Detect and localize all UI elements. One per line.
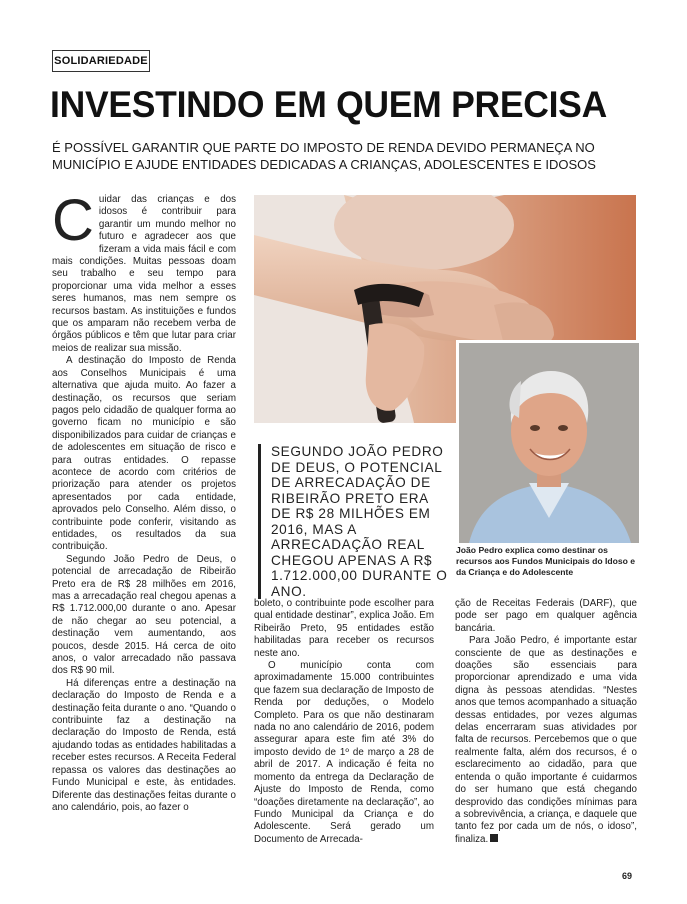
paragraph: ção de Receitas Federais (DARF), que pode ser pago em qualquer agência bancária. [455,598,637,634]
paragraph-text: uidar das crianças e dos idosos é contribuir para garantir um mundo melhor no futuro e agradecer aos que fizeram a vida mais fácil e com mais condições. Muitas pessoas doam seu trabalho e seu tempo para proporcionar uma vida melhor a esses seres humanos, mas nem sempre os recursos bastam. As instituições e fundos que os amparam não recebem verba de órgãos públicos e têm que lutar para criar meios de realizar sua missão. [52,194,236,354]
paragraph: O município conta com aproximadamente 15.000 contribuintes que fazem sua declaração de Imposto de Renda por deduções, o Modelo Completo. Para os que não destinaram nada no ano calendário de 2016, podem assegurar apara este fim até 3% do imposto devido de 1º de março a 28 de abril de 2017. A indicação é feita no momento da entrega da Declaração de Ajuste do Imposto de Renda, como “doações diretamente na declaração”, ao Fundo Municipal da Criança e do Adolescente. Será gerado um Documento de Arrecada- [254,660,434,845]
paragraph: Há diferenças entre a destinação na declaração do Imposto de Renda e a destinação feita durante o ano. “Quando o contribuinte faz a destinação na declaração do Imposto de Renda, está ajudando todas as entidades habilitadas a receber estes recursos. A Receita Federal repassa os valores das destinações ao Fundo Municipal e este, às entidades. Diferente das destinações feitas durante o ano calendário, pois, ao fazer o [52,677,236,813]
article-column-3 [455,598,637,860]
paragraph-text: Para João Pedro, é importante estar consciente de que as destinações e doações são essenciais para proporcionar aprendizado e uma vida digna às pessoas atendidas. “Nestes anos que temos acompanhado a situação dessas entidades, por vezes algumas delas encerraram suas atividades por falta de recursos. Percebemos que o que realmente falta, além dos recursos, é o esclarecimento ao cidadão, para que entenda o quão importante é cuidarmos do ser humano que está chegando desprovido das condições mínimas para a sobrevivência, a criança, e daquele que tanto fez por cada um de nós, o idoso”, finaliza. [455,635,637,845]
paragraph: boleto, o contribuinte pode escolher para qual entidade destinar”, explica João. Em Ribeirão Preto, 95 entidades estão habilitadas para receber os recursos neste ano. [254,598,434,659]
portrait-illustration [459,343,639,543]
paragraph: Segundo João Pedro de Deus, o potencial de arrecadação de Ribeirão Preto era de R$ 28 milhões em 2016, mas a arrecadação real chegou apenas a R$ 1.712.000,00 durante o ano. Apesar de não chegar ao seu potencial, a destinação vem aumentando, aos poucos, desde 2015. Há cerca de oito anos, o valor arrecadado não passava dos R$ 90 mil. [52,553,236,677]
pull-quote: SEGUNDO JOÃO PEDRO DE DEUS, O POTENCIAL DE ARRECADAÇÃO DE RIBEIRÃO PRETO ERA DE R$ 28 MILHÕES EM 2016, MAS A ARRECADAÇÃO REAL CHEGOU APENAS A R$ 1.712.000,00 DURANTE O ANO. [258,444,449,599]
section-tag: SOLIDARIEDADE [52,50,150,72]
paragraph [455,635,637,846]
headline: INVESTINDO EM QUEM PRECISA [50,84,607,125]
article-column-1 [52,194,236,860]
page-number: 69 [621,871,632,881]
article-column-2 [254,598,434,860]
paragraph [52,194,236,355]
drop-cap: C [52,194,94,253]
paragraph: A destinação do Imposto de Renda aos Conselhos Municipais é uma alternativa que ajuda muito. Ao fazer a destinação, os recursos que seriam pagos pelo cidadão de qualquer forma ao governo ficam no município e são disponibilizados para cuidar de crianças e de adolescentes em situação de risco e para outras entidades. O repasse acontece de acordo com critérios de priorização para atender os projetos apresentados por cada entidade, aprovados pelo Conselho. Além disso, o contribuinte pode conferir, visitando as entidades, os resultados da sua contribuição. [52,355,236,553]
photo-caption: João Pedro explica como destinar os recursos aos Fundos Municipais do Idoso e da Criança e do Adolescente [456,545,636,577]
subheadline: É POSSÍVEL GARANTIR QUE PARTE DO IMPOSTO DE RENDA DEVIDO PERMANEÇA NO MUNICÍPIO E AJUDE ENTIDADES DEDICADAS A CRIANÇAS, ADOLESCENTES E IDOSOS [52,140,596,172]
end-of-article-mark [490,834,498,842]
joao-pedro-portrait-photo [456,340,639,543]
